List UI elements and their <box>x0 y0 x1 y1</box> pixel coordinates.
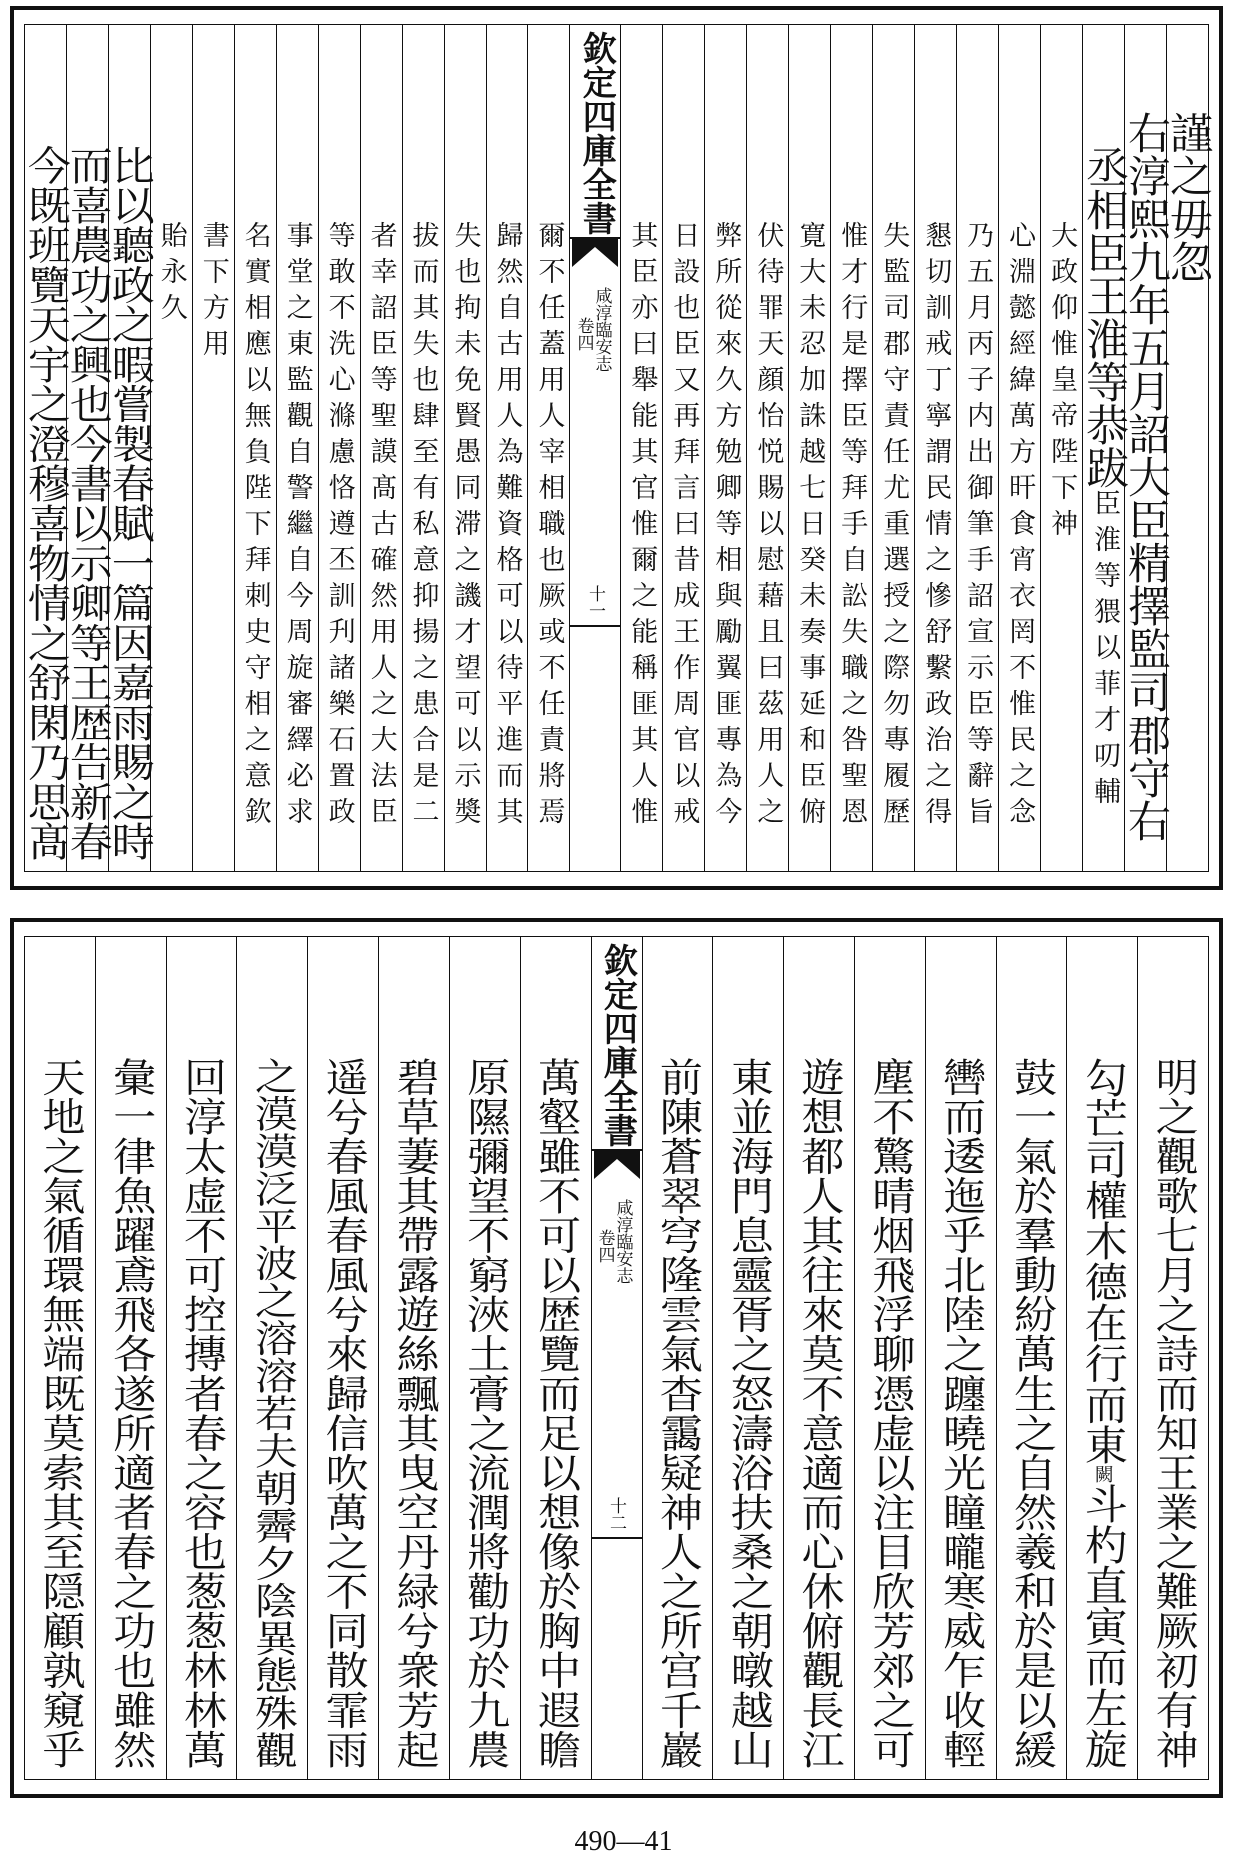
text-column <box>712 937 783 1779</box>
annotation-text: 名實相應以無負陛下拜刺史守相之意欽 <box>239 221 271 833</box>
main-text: 斗杓直寅而左旋 <box>1077 1483 1128 1769</box>
annotation-text: 貽永久 <box>155 221 187 329</box>
annotation-text: 其臣亦曰舉能其官惟爾之能稱匪其人惟 <box>626 221 658 833</box>
text-column <box>830 25 872 871</box>
text-column <box>1163 25 1214 871</box>
annotation-text: 失也拘未免賢愚同滞之譏才望可以示奬 <box>449 221 481 833</box>
text-column <box>998 25 1040 871</box>
annotation-text: 失監司郡守責任尤重選授之際勿專履歷 <box>878 221 910 833</box>
text-column <box>449 937 520 1779</box>
column-text <box>1079 145 1130 813</box>
fold-book-name: 咸淳臨安志 <box>591 287 612 372</box>
text-column <box>662 25 704 871</box>
text-column <box>150 25 192 871</box>
main-text: 謹之毋忽 <box>1163 111 1214 283</box>
main-text: 之漠漠泛平波之溶溶若夫朝霽夕陰異態殊觀 <box>247 1057 298 1769</box>
text-column <box>236 937 307 1779</box>
text-column <box>20 25 71 871</box>
text-column <box>1066 937 1137 1779</box>
fish-tail-mark-icon <box>572 239 618 271</box>
text-column <box>746 25 788 871</box>
annotation-text: 心淵懿經緯萬方旰食宵衣罔不惟民之念 <box>1004 221 1036 833</box>
text-column <box>1079 25 1130 871</box>
text-column <box>1040 25 1082 871</box>
main-text: 今既班覽天宇之澄穆喜物情之舒閑乃思髙 <box>20 145 71 861</box>
text-column <box>104 25 155 871</box>
column-text <box>1077 1057 1128 1769</box>
text-column <box>956 25 998 871</box>
annotation-text: 歸然自古用人為難資格可以待平進而其 <box>491 221 523 833</box>
main-text: 前陳蒼翠穹隆雲氣杳靄疑神人之所宫千巖 <box>652 1057 703 1770</box>
annotation-text: 等敢不洗心滌慮恪遵丕訓刋諸樂石置政 <box>323 221 355 833</box>
text-column <box>1137 937 1208 1779</box>
main-text: 彙一律魚躍鳶飛各遂所適者春之功也雖然 <box>106 1057 157 1770</box>
fold-rule <box>592 1537 642 1539</box>
annotation-text: 日設也臣又再拜言曰昔成王作周官以戒 <box>668 221 700 833</box>
top-page <box>10 6 1223 890</box>
bottom-page <box>10 918 1223 1798</box>
main-text: 萬壑雖不可以歴覽而足以想像於胸中遐瞻 <box>531 1057 582 1770</box>
main-text: 遊想都人其往來莫不意適而心休俯觀長江 <box>794 1057 845 1770</box>
fold-column <box>569 25 620 871</box>
text-column <box>95 937 166 1779</box>
text-column <box>520 937 591 1779</box>
annotation-text: 爾不任蓋用人宰相職也厥或不任責將焉 <box>533 221 565 833</box>
main-text: 東並海門息靈胥之怒濤浴扶桑之朝暾越山 <box>723 1057 774 1770</box>
annotation-text: 惟才行是擇臣等拜手自訟失職之咎聖恩 <box>836 221 868 833</box>
annotation-text: 弊所從來久方勉卿等相與勵翼匪專為今 <box>710 221 742 833</box>
annotation-text: 臣淮等猥以菲才叨輔 <box>1089 489 1121 813</box>
main-text: 遥兮春風春風兮來歸信吹萬之不同散霏雨 <box>318 1057 369 1770</box>
main-text: 丞相臣王淮等恭跋 <box>1079 145 1130 489</box>
main-text: 轡而逶迤乎北陸之躔曉光瞳曨寒威乍收輕 <box>936 1057 987 1770</box>
text-column <box>378 937 449 1779</box>
text-column <box>318 25 360 871</box>
text-column <box>62 25 113 871</box>
text-column <box>914 25 956 871</box>
text-column <box>620 25 662 871</box>
main-text: 而喜農功之興也今書以示卿等王歴告新春 <box>62 145 113 861</box>
text-column <box>925 937 996 1779</box>
fish-tail-mark-icon <box>594 1151 640 1183</box>
annotation-text: 乃五月丙子内出御筆手詔宣示臣等辭旨 <box>962 221 994 833</box>
main-text: 天地之氣循環無端既莫索其至隠顧孰窺乎 <box>35 1057 86 1770</box>
text-column <box>642 937 713 1779</box>
fold-page-number: 十二 <box>606 1497 626 1531</box>
text-column <box>788 25 830 871</box>
text-column <box>704 25 746 871</box>
text-column <box>486 25 528 871</box>
text-column <box>402 25 444 871</box>
main-text: 比以聽政之暇嘗製春賦一篇因嘉雨賜之時 <box>104 145 155 861</box>
main-text: 右淳熙九年五月詔大臣精擇監司郡守右 <box>1121 111 1172 842</box>
fold-rule <box>570 625 620 627</box>
annotation-text: 者幸詔臣等聖謨髙古確然用人之大法臣 <box>365 221 397 833</box>
annotation-text: 伏待罪天顔怡悦賜以慰藉且曰茲用人之 <box>752 221 784 833</box>
text-column <box>360 25 402 871</box>
text-column <box>166 937 237 1779</box>
text-column <box>854 937 925 1779</box>
annotation-text: 寛大未忍加誅越七日癸未奏事延和臣俯 <box>794 221 826 833</box>
text-column <box>307 937 378 1779</box>
fold-column <box>591 937 642 1779</box>
text-column <box>996 937 1067 1779</box>
main-text: 碧草萋其帶露遊絲飄其曳空丹緑兮衆芳起 <box>389 1057 440 1770</box>
fold-book-title: 欽定四庫全書 <box>597 943 638 1147</box>
main-text: 鼓一氣於羣動紛萬生之自然羲和於是以緩 <box>1006 1057 1057 1770</box>
annotation-text: 事堂之東監觀自警繼自今周旋審繹必求 <box>281 221 313 833</box>
fold-volume: 卷四 <box>594 1229 615 1263</box>
main-text: 回淳太虚不可控摶者春之容也葱葱林林萬 <box>177 1057 228 1770</box>
annotation-text: 大政仰惟皇帝陛下神 <box>1046 221 1078 545</box>
fold-page-number: 十一 <box>584 585 605 619</box>
text-column <box>527 25 569 871</box>
text-column <box>276 25 318 871</box>
text-column <box>192 25 234 871</box>
text-column <box>25 937 95 1779</box>
main-text: 勾芒司權木德在行而東 <box>1077 1057 1128 1466</box>
annotation-text: 拔而其失也肆至有私意抑揚之患合是二 <box>407 221 439 833</box>
text-column <box>234 25 276 871</box>
top-page-columns <box>20 24 1214 872</box>
main-text: 塵不驚晴烟飛浮聊憑虚以注目欣芳郊之可 <box>865 1057 916 1770</box>
main-text: 原隰彌望不窮浹土膏之流潤將勸功於九農 <box>460 1057 511 1770</box>
bottom-page-columns <box>24 936 1209 1780</box>
fold-book-title: 欽定四庫全書 <box>576 31 617 235</box>
annotation-text: 懇切訓戒丁寧謂民情之慘舒繫政治之得 <box>920 221 952 833</box>
fold-book-name: 咸淳臨安志 <box>612 1199 633 1284</box>
page-footer-number: 490—41 <box>574 1826 673 1857</box>
fold-volume: 卷四 <box>573 317 594 351</box>
text-column <box>444 25 486 871</box>
text-column <box>872 25 914 871</box>
text-column <box>783 937 854 1779</box>
main-text: 明之觀歌七月之詩而知王業之難厥初有神 <box>1148 1057 1199 1770</box>
annotation-text: 闕 <box>1091 1465 1114 1484</box>
text-column <box>1121 25 1172 871</box>
annotation-text: 書下方用 <box>197 221 229 365</box>
